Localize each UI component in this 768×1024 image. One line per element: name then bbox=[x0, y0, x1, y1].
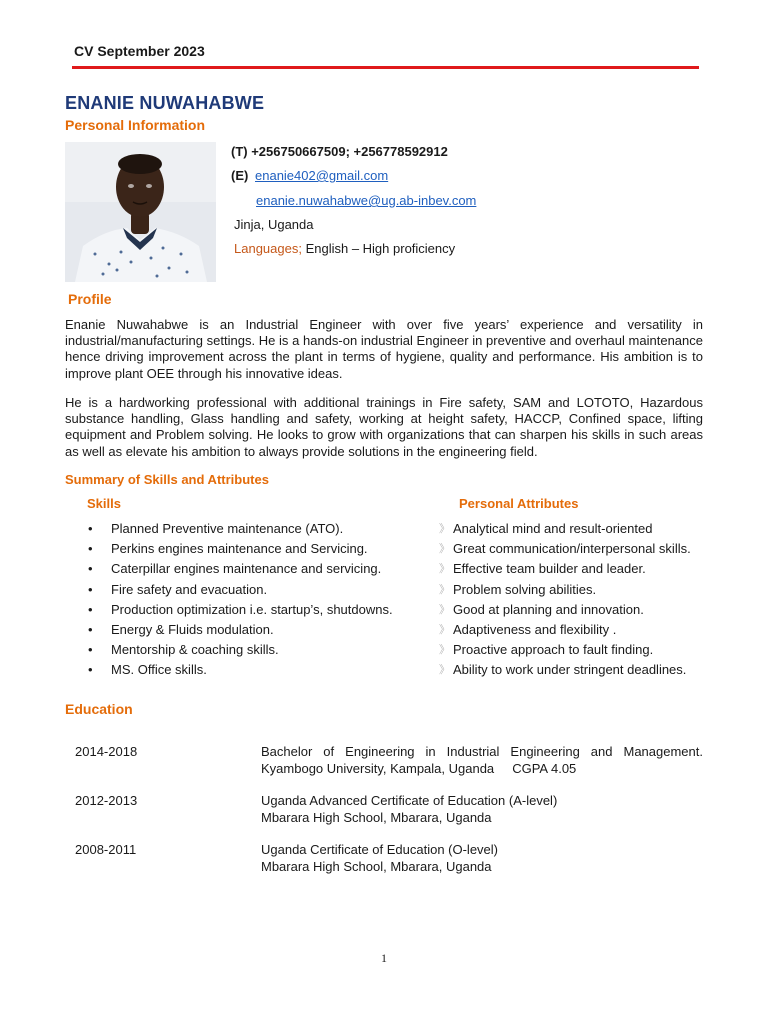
list-item bbox=[88, 539, 393, 559]
list-item bbox=[439, 539, 691, 559]
list-item bbox=[439, 660, 691, 680]
profile-heading: Profile bbox=[68, 291, 112, 307]
portrait-illustration bbox=[65, 142, 216, 282]
email-label: (E) bbox=[231, 168, 249, 183]
profile-paragraph: Enanie Nuwahabwe is an Industrial Engineer with over five years’ experience and versatility in industrial/manufacturing settings. He is a hands-on industrial Engineer in preventive and overhaul maintenance hence driving improvement across the plant in terms of hygiene, quality and performance. His ambition is to improve plant OEE through his innovative ideas. bbox=[65, 317, 703, 381]
skill-text: Energy & Fluids modulation. bbox=[111, 621, 274, 637]
education-entry bbox=[261, 842, 703, 875]
education-years: 2008-2011 bbox=[75, 842, 137, 857]
list-item bbox=[439, 620, 691, 640]
skills-list bbox=[88, 519, 393, 681]
list-item bbox=[88, 519, 393, 539]
education-years: 2014-2018 bbox=[75, 744, 138, 759]
profile-photo bbox=[65, 142, 216, 282]
arrow-bullet-icon: 》 bbox=[439, 644, 450, 657]
education-institution: Mbarara High School, Mbarara, Uganda bbox=[261, 858, 492, 874]
education-degree: Uganda Advanced Certificate of Education (A-level) bbox=[261, 793, 558, 808]
list-item bbox=[88, 660, 393, 680]
arrow-bullet-icon: 》 bbox=[439, 664, 450, 677]
attribute-text: Ability to work under stringent deadlines. bbox=[453, 662, 687, 678]
education-degree: Bachelor of Engineering in Industrial Engineering and Management. bbox=[261, 744, 703, 759]
languages bbox=[234, 241, 455, 256]
header-divider bbox=[72, 66, 699, 69]
list-item bbox=[439, 600, 691, 620]
secondary-email-link[interactable]: enanie.nuwahabwe@ug.ab-inbev.com bbox=[256, 193, 477, 208]
arrow-bullet-icon: 》 bbox=[439, 623, 450, 636]
arrow-bullet-icon: 》 bbox=[439, 523, 450, 535]
skill-text: MS. Office skills. bbox=[111, 662, 207, 678]
arrow-bullet-icon: 》 bbox=[439, 603, 450, 616]
bullet-icon: • bbox=[88, 581, 93, 597]
list-item bbox=[88, 559, 393, 579]
list-item bbox=[88, 580, 393, 600]
attribute-text: Problem solving abilities. bbox=[453, 581, 597, 597]
languages-value: English – High proficiency bbox=[301, 241, 456, 256]
education-years: 2012-2013 bbox=[75, 793, 138, 808]
skill-text: Production optimization i.e. startup’s, shutdowns. bbox=[111, 601, 393, 617]
education-entry bbox=[261, 744, 703, 777]
attribute-text: Good at planning and innovation. bbox=[453, 601, 644, 617]
list-item bbox=[439, 559, 691, 579]
page-number: 1 bbox=[381, 951, 387, 965]
bullet-icon: • bbox=[88, 521, 93, 536]
candidate-name: ENANIE NUWAHABWE bbox=[65, 93, 265, 113]
education-institution: Kyambogo University, Kampala, Uganda CGPA 4.05 bbox=[261, 760, 577, 776]
location: Jinja, Uganda bbox=[234, 217, 314, 232]
skill-text: Mentorship & coaching skills. bbox=[111, 642, 279, 658]
list-item bbox=[88, 600, 393, 620]
personal-information-heading: Personal Information bbox=[65, 117, 206, 133]
bullet-icon: • bbox=[88, 642, 93, 658]
bullet-icon: • bbox=[88, 662, 93, 678]
attribute-text: Proactive approach to fault finding. bbox=[453, 642, 654, 658]
phone-numbers: (T) +256750667509; +256778592912 bbox=[231, 144, 448, 159]
list-item bbox=[88, 640, 393, 660]
skill-text: Planned Preventive maintenance (ATO). bbox=[111, 521, 344, 536]
list-item bbox=[88, 620, 393, 640]
attribute-text: Adaptiveness and flexibility . bbox=[453, 621, 617, 637]
education-degree: Uganda Certificate of Education (O-level) bbox=[261, 842, 499, 857]
arrow-bullet-icon: 》 bbox=[439, 583, 450, 596]
attribute-text: Great communication/interpersonal skills. bbox=[453, 541, 691, 557]
attribute-text: Analytical mind and result-oriented bbox=[453, 521, 653, 536]
skill-text: Fire safety and evacuation. bbox=[111, 581, 268, 597]
arrow-bullet-icon: 》 bbox=[439, 543, 450, 556]
skills-heading: Skills bbox=[87, 496, 121, 511]
personal-attributes-list bbox=[439, 519, 691, 681]
languages-label: Languages; bbox=[234, 241, 302, 256]
profile-paragraph: He is a hardworking professional with additional trainings in Fire safety, SAM and LOTOTO, Hazardous substance handling, Glass handling and safety, working at height safety, HACCP, Confined space, lifting equipment and Problem solving. He looks to grow with organizations that can sharpen his skills in such areas as well as elevate his ambition to always provide solutions in the engineering field. bbox=[65, 395, 703, 459]
bullet-icon: • bbox=[88, 621, 93, 637]
summary-heading: Summary of Skills and Attributes bbox=[65, 472, 269, 487]
skill-text: Perkins engines maintenance and Servicing. bbox=[111, 541, 368, 557]
education-institution: Mbarara High School, Mbarara, Uganda bbox=[261, 809, 492, 825]
primary-email-link[interactable]: enanie402@gmail.com bbox=[255, 168, 389, 183]
list-item bbox=[439, 519, 691, 539]
attribute-text: Effective team builder and leader. bbox=[453, 561, 646, 577]
bullet-icon: • bbox=[88, 561, 93, 577]
list-item bbox=[439, 580, 691, 600]
education-entry bbox=[261, 793, 703, 826]
bullet-icon: • bbox=[88, 601, 93, 617]
list-item bbox=[439, 640, 691, 660]
document-header: CV September 2023 bbox=[74, 43, 205, 59]
skill-text: Caterpillar engines maintenance and servicing. bbox=[111, 561, 382, 577]
bullet-icon: • bbox=[88, 541, 93, 557]
personal-attributes-heading: Personal Attributes bbox=[459, 496, 579, 511]
arrow-bullet-icon: 》 bbox=[439, 563, 450, 576]
education-heading: Education bbox=[65, 701, 133, 717]
